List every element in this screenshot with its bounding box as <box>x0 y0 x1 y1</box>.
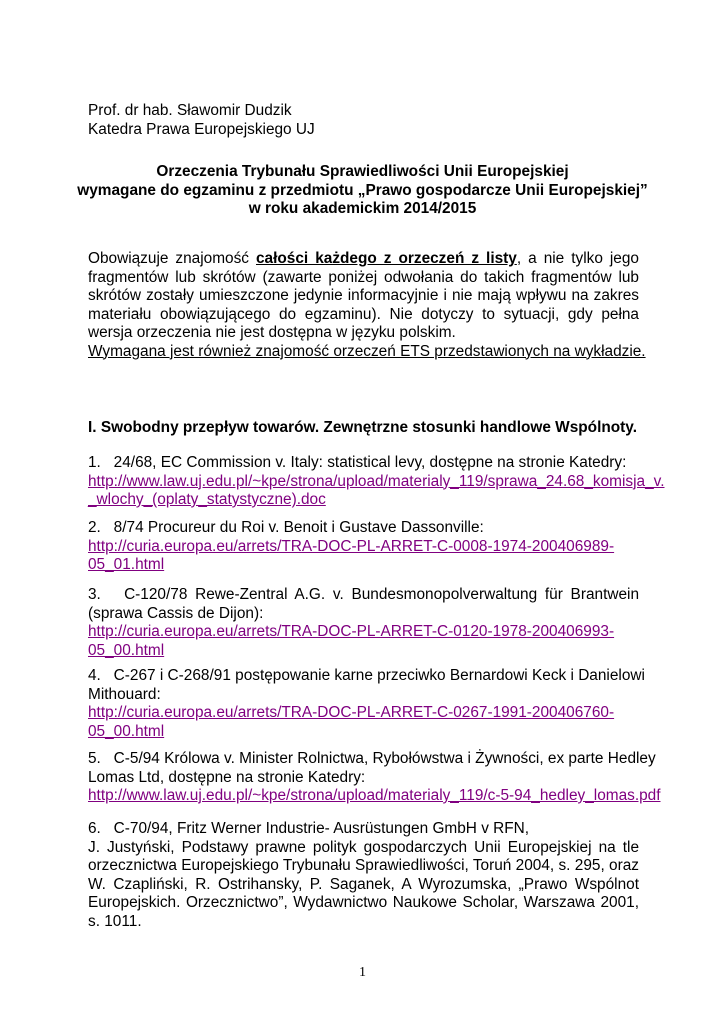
case-item-4-text <box>88 667 645 704</box>
case-item-1-number: 1. <box>88 454 101 471</box>
case-item-6-ref-line-4: Europejskich. Orzecznictwo”, Wydawnictwo Naukowe Scholar, Warszawa 2001, <box>88 894 639 911</box>
intro-paragraph <box>88 250 646 361</box>
case-item-6 <box>88 820 639 931</box>
case-item-2-text <box>88 519 639 538</box>
case-item-5-title-line-2: Lomas Ltd, dostępne na stronie Katedry: <box>88 768 366 786</box>
case-item-4 <box>88 667 645 741</box>
case-item-6-ref-line-1: J. Justyński, Podstawy prawne polityk gospodarczych Unii Europejskiej na tle <box>88 838 639 856</box>
case-item-4-link-line-2[interactable]: 05_00.html <box>88 722 165 740</box>
case-item-3-title-line-2: (sprawa Cassis de Dijon): <box>88 604 264 622</box>
case-item-4-number: 4. <box>88 667 101 684</box>
case-item-2-title: 8/74 Procureur du Roi v. Benoit i Gustave Dassonville: <box>113 519 484 536</box>
case-item-5-text <box>88 750 656 787</box>
case-item-1 <box>88 454 665 510</box>
case-item-4-title-line-1: C-267 i C-268/91 postępowanie karne przeciwko Bernardowi Keck i Danielowi <box>113 667 645 684</box>
intro-text <box>88 250 639 343</box>
case-item-2-number: 2. <box>88 519 101 536</box>
title-line-1: Orzeczenia Trybunału Sprawiedliwości Unii Europejskiej <box>156 163 569 180</box>
case-item-5-number: 5. <box>88 750 101 767</box>
case-item-6-ref-line-5: s. 1011. <box>88 912 142 930</box>
case-item-6-ref-line-3: W. Czapliński, R. Ostrihansky, P. Saganek, A Wyrozumska, „Prawo Wspólnot <box>88 875 639 893</box>
case-item-5-line-1 <box>88 750 656 769</box>
case-item-3 <box>88 586 639 660</box>
author-block <box>88 101 315 139</box>
title-line-2: wymagane do egzaminu z przedmiotu „Prawo gospodarcze Unii Europejskiej” <box>77 181 648 199</box>
case-item-2-link[interactable] <box>88 538 639 575</box>
case-item-6-references <box>88 839 639 932</box>
intro-before: Obowiązuje znajomość <box>88 250 256 267</box>
case-item-1-link-line-2[interactable]: _wlochy_(oplaty_statystyczne).doc <box>88 491 326 508</box>
case-item-1-title: 24/68, EC Commission v. Italy: statistical levy, dostępne na stronie Katedry: <box>113 454 627 471</box>
intro-emphasis: całości każdego z orzeczeń z listy <box>256 250 517 267</box>
page-number: 1 <box>359 965 366 980</box>
case-item-3-text <box>88 586 639 623</box>
intro-after: , a nie tylko jego fragmentów lub skrótów (zawarte poniżej odwołania do takich fragmentów lub skrótów zostały umieszczone jedynie informacyjnie i nie mają wpływu na zakres materiału obowiązującego do egzaminu). Nie dotyczy to sytuacji, gdy pełna wersja orzeczenia nie jest dostępna w języku polskim. <box>88 250 639 341</box>
case-item-3-link[interactable] <box>88 623 639 660</box>
case-item-6-ref-line-2: orzecznictwa Europejskiego Trybunału Sprawiedliwości, Toruń 2004, s. 295, oraz <box>88 857 639 874</box>
case-item-1-link[interactable] <box>88 472 665 510</box>
case-item-2-link-line-1[interactable]: http://curia.europa.eu/arrets/TRA-DOC-PL-ARRET-C-0008-1974-200406989- <box>88 537 615 555</box>
case-item-3-line-1 <box>88 586 639 605</box>
case-item-3-link-line-1[interactable]: http://curia.europa.eu/arrets/TRA-DOC-PL-ARRET-C-0120-1978-200406993- <box>88 623 615 640</box>
case-item-6-text <box>88 820 639 839</box>
author-name: Prof. dr hab. Sławomir Dudzik <box>88 102 292 119</box>
section-heading: I. Swobodny przepływ towarów. Zewnętrzne stosunki handlowe Wspólnoty. <box>88 419 637 436</box>
case-item-2-link-line-2[interactable]: 05_01.html <box>88 556 165 573</box>
case-item-4-link-line-1[interactable]: http://curia.europa.eu/arrets/TRA-DOC-PL-ARRET-C-0267-1991-200406760- <box>88 704 615 721</box>
case-item-6-number: 6. <box>88 820 101 837</box>
case-item-6-title: C-70/94, Fritz Werner Industrie- Ausrüstungen GmbH v RFN, <box>113 820 530 837</box>
case-item-1-text <box>88 454 639 473</box>
case-item-2 <box>88 519 639 575</box>
case-item-4-title-line-2: Mithouard: <box>88 685 161 703</box>
case-item-3-number: 3. <box>88 586 101 603</box>
case-item-3-link-line-2[interactable]: 05_00.html <box>88 641 165 659</box>
case-item-1-link-line-1[interactable]: http://www.law.uj.edu.pl/~kpe/strona/upload/materialy_119/sprawa_24.68_komisja_v. <box>88 472 665 490</box>
case-item-4-link[interactable] <box>88 704 639 741</box>
title-line-3: w roku akademickim 2014/2015 <box>248 200 477 217</box>
case-item-5 <box>88 750 661 806</box>
author-department: Katedra Prawa Europejskiego UJ <box>88 121 315 138</box>
intro-requirement: Wymagana jest również znajomość orzeczeń ETS przedstawionych na wykładzie. <box>88 342 646 360</box>
case-item-3-title-line-1: C-120/78 Rewe-Zentral A.G. v. Bundesmonopolverwaltung für Brantwein <box>124 586 639 603</box>
case-item-4-line-1 <box>88 667 645 686</box>
case-item-5-link[interactable]: http://www.law.uj.edu.pl/~kpe/strona/upload/materialy_119/c-5-94_hedley_lomas.pdf <box>88 787 661 804</box>
document-title <box>60 163 665 219</box>
case-item-5-title-line-1: C-5/94 Królowa v. Minister Rolnictwa, Rybołówstwa i Żywności, ex parte Hedley <box>113 750 656 767</box>
